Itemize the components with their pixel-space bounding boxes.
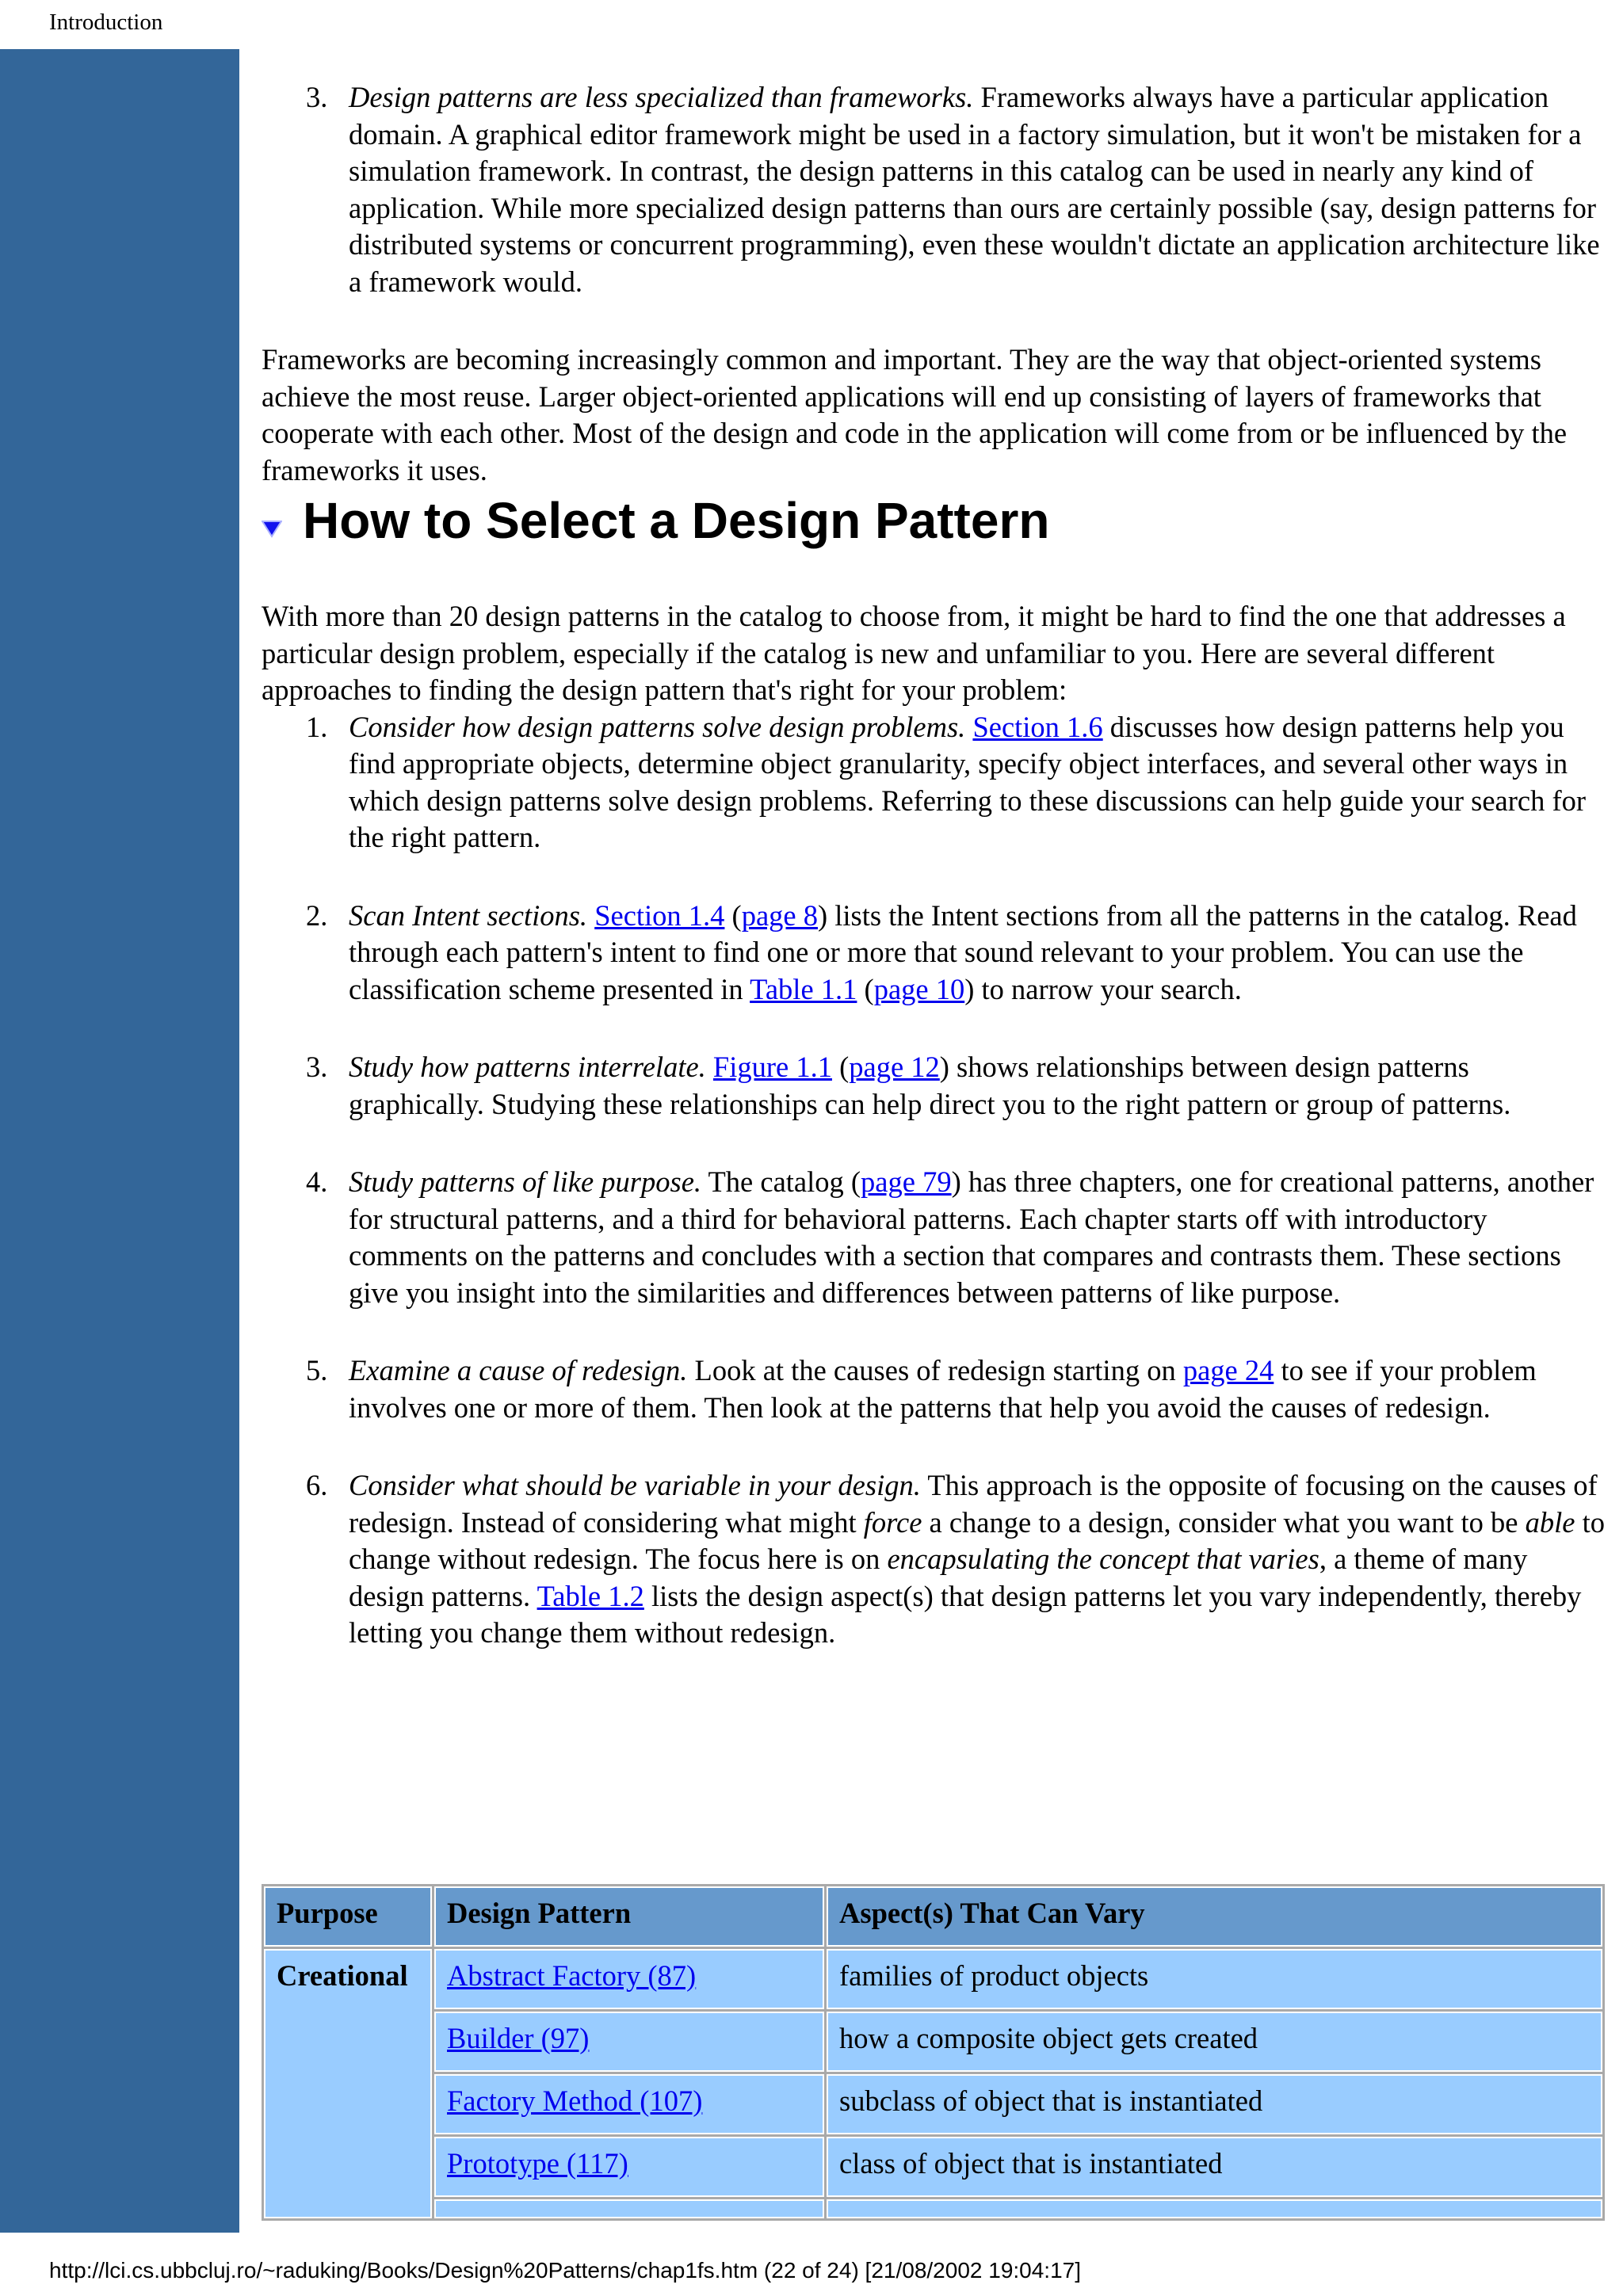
list-number: 6. bbox=[306, 1469, 328, 1501]
list-item-lead: Scan Intent sections. bbox=[349, 898, 588, 932]
section-triangle-icon[interactable] bbox=[262, 489, 303, 552]
list-number: 1. bbox=[306, 710, 328, 743]
list-item-lead: Study patterns of like purpose. bbox=[349, 1165, 702, 1198]
main-content bbox=[262, 79, 1605, 1693]
list-item-text: ) lists the Intent sections from all the patterns in the catalog. Read through each pattern's intent to find one or more that sound relevant to your problem. You can use the classification scheme presented in bbox=[349, 898, 1577, 1005]
purpose-cell-creational: Creational bbox=[264, 1949, 432, 2218]
list-item-text: ( bbox=[831, 1051, 850, 1083]
design-aspects-table bbox=[262, 1884, 1605, 2221]
section-heading-text: How to Select a Design Pattern bbox=[303, 492, 1050, 549]
page-12-link[interactable]: page 12 bbox=[849, 1051, 940, 1083]
list-item-text: ) has three chapters, one for creational patterns, another for structural patterns, and a third for behavioral patterns. Each chapter starts off with introductory comments on the patterns and concludes with a section that compares and contrasts them. These sections give you insight into the similarities and differences between patterns of like purpose. bbox=[349, 1165, 1594, 1309]
list-item-text: , a theme of many design patterns. bbox=[349, 1543, 1528, 1612]
page-8-link[interactable]: page 8 bbox=[741, 898, 818, 932]
list-item-text: a change to a design, consider what you want to be bbox=[922, 1505, 1526, 1539]
list-item-text: The catalog ( bbox=[701, 1165, 861, 1198]
emphasis-text: force bbox=[863, 1505, 922, 1539]
list-item-text: ( bbox=[857, 972, 874, 1005]
table-row bbox=[264, 2137, 1602, 2197]
list-item-text: to change without redesign. The focus here is on bbox=[349, 1505, 1605, 1575]
intro-paragraph: With more than 20 design patterns in the catalog to choose from, it might be hard to find the one that addresses a particular design problem, especially if the catalog is new and unfamiliar to you. Here are several different approaches to finding the design pattern that's right for your problem: bbox=[262, 600, 1566, 706]
table-1-2-link[interactable]: Table 1.2 bbox=[537, 1579, 644, 1612]
list-item-lead: Design patterns are less specialized than frameworks. bbox=[349, 81, 974, 113]
list-item bbox=[262, 709, 1605, 856]
list-item-text: ) shows relationships between design patterns graphically. Studying these relationships can help direct you to the right pattern or group of patterns. bbox=[349, 1051, 1511, 1120]
aspect-cell: families of product objects bbox=[827, 1949, 1602, 2009]
list-item-text: This approach is the opposite of focusing on the causes of redesign. Instead of considering what might bbox=[349, 1469, 1598, 1539]
pattern-cell bbox=[434, 2074, 824, 2134]
emphasis-text: able bbox=[1525, 1505, 1575, 1539]
pattern-cell bbox=[434, 2012, 824, 2072]
list-item-text: Frameworks always have a particular application domain. A graphical editor framework might be used in a factory simulation, but it won't be mistaken for a simulation framework. In contrast, the design patterns in this catalog can be used in nearly any kind of application. While more specialized design patterns than ours are certainly possible (say, design patterns for distributed systems or concurrent programming), even these wouldn't dictate an application architecture like a framework would. bbox=[349, 81, 1600, 298]
table-row bbox=[264, 2012, 1602, 2072]
list-item bbox=[262, 1467, 1605, 1652]
list-number: 4. bbox=[306, 1165, 328, 1198]
pattern-cell bbox=[434, 1949, 824, 2009]
list-item-text: Look at the causes of redesign starting on bbox=[687, 1354, 1183, 1386]
list-item-text: discusses how design patterns help you find appropriate objects, determine object granularity, specify object interfaces, and several other ways in which design patterns solve design problems. Referring to these discussions can help guide your search for the right pattern. bbox=[349, 710, 1587, 853]
table-1-1-link[interactable]: Table 1.1 bbox=[750, 972, 857, 1005]
section-heading bbox=[262, 489, 1605, 552]
section-1-6-link[interactable]: Section 1.6 bbox=[972, 710, 1103, 743]
page-10-link[interactable]: page 10 bbox=[873, 972, 965, 1005]
builder-link[interactable]: Builder (97) bbox=[447, 2022, 590, 2054]
column-header-design-pattern: Design Pattern bbox=[434, 1886, 824, 1947]
list-item-lead: Consider what should be variable in your design. bbox=[349, 1469, 921, 1501]
prototype-link[interactable]: Prototype (117) bbox=[447, 2147, 628, 2180]
column-header-aspects: Aspect(s) That Can Vary bbox=[827, 1886, 1602, 1947]
table-header-row bbox=[264, 1886, 1602, 1947]
table-row-partial bbox=[264, 2199, 1602, 2218]
empty-cell bbox=[434, 2199, 824, 2218]
emphasis-text: encapsulating the concept that varies bbox=[887, 1543, 1319, 1575]
page-79-link[interactable]: page 79 bbox=[861, 1165, 952, 1198]
list-item-lead: Examine a cause of redesign. bbox=[349, 1354, 688, 1386]
footer-url: http://lci.cs.ubbcluj.ro/~raduking/Books/Design%20Patterns/chap1fs.htm (22 of 24) [21/08/2002 19:04:17] bbox=[49, 2258, 1082, 2283]
list-item-lead: Consider how design patterns solve design problems. bbox=[349, 710, 966, 743]
list-item bbox=[262, 79, 1605, 300]
section-1-4-link[interactable]: Section 1.4 bbox=[594, 898, 725, 932]
aspect-cell: class of object that is instantiated bbox=[827, 2137, 1602, 2197]
list-number: 2. bbox=[306, 898, 328, 932]
framework-differences-list bbox=[262, 79, 1605, 300]
page-header-title: Introduction bbox=[49, 10, 163, 35]
figure-1-1-link[interactable]: Figure 1.1 bbox=[712, 1051, 832, 1083]
list-item bbox=[262, 1049, 1605, 1123]
list-number: 5. bbox=[306, 1354, 328, 1386]
list-item-text: ( bbox=[724, 898, 742, 932]
table-row bbox=[264, 2074, 1602, 2134]
approaches-list bbox=[262, 709, 1605, 1652]
list-item-text: lists the design aspect(s) that design patterns let you vary independently, thereby letting you change them without redesign. bbox=[349, 1579, 1582, 1649]
list-item-text: to see if your problem involves one or more of them. Then look at the patterns that help you avoid the causes of redesign. bbox=[349, 1354, 1537, 1424]
list-item bbox=[262, 1164, 1605, 1311]
list-item bbox=[262, 898, 1605, 1009]
frameworks-paragraph: Frameworks are becoming increasingly common and important. They are the way that object-oriented systems achieve the most reuse. Larger object-oriented applications will end up consisting of layers of frameworks that cooperate with each other. Most of the design and code in the application will come from or be influenced by the frameworks it uses. bbox=[262, 343, 1568, 486]
empty-cell bbox=[827, 2199, 1602, 2218]
column-header-purpose: Purpose bbox=[264, 1886, 432, 1947]
list-item-text: ) to narrow your search. bbox=[964, 972, 1242, 1005]
list-item-lead: Study how patterns interrelate. bbox=[349, 1051, 706, 1083]
sidebar-bar bbox=[0, 49, 239, 2233]
aspect-cell: subclass of object that is instantiated bbox=[827, 2074, 1602, 2134]
pattern-cell bbox=[434, 2137, 824, 2197]
list-number: 3. bbox=[306, 81, 328, 113]
list-item bbox=[262, 1352, 1605, 1426]
table-row bbox=[264, 1949, 1602, 2009]
list-number: 3. bbox=[306, 1051, 328, 1083]
aspect-cell: how a composite object gets created bbox=[827, 2012, 1602, 2072]
factory-method-link[interactable]: Factory Method (107) bbox=[447, 2084, 703, 2117]
abstract-factory-link[interactable]: Abstract Factory (87) bbox=[447, 1959, 697, 1992]
page-24-link[interactable]: page 24 bbox=[1182, 1354, 1274, 1386]
